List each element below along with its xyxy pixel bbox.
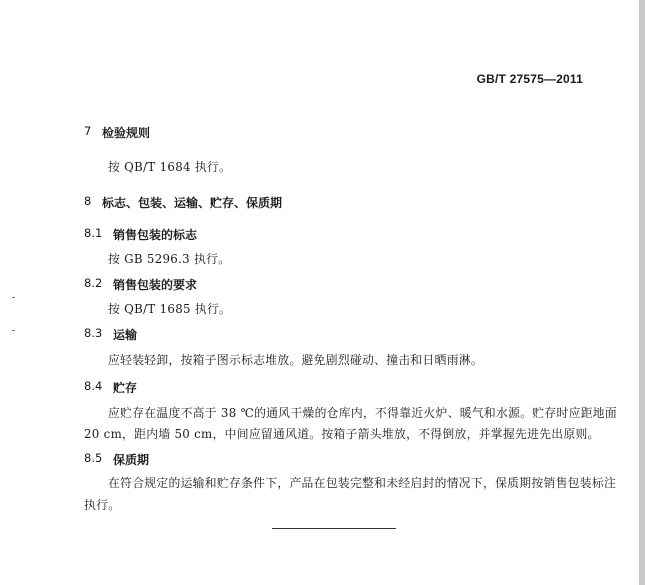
section-title: 销售包装的标志 — [113, 228, 198, 242]
section-body: 按 QB/T 1684 执行。 — [108, 160, 232, 174]
section-title: 保质期 — [113, 453, 150, 467]
section-body-line: 应贮存在温度不高于 38 ℃的通风干燥的仓库内，不得靠近火炉、暖气和水源。贮存时应距地面 — [108, 406, 617, 420]
section-body: 按 QB/T 1685 执行。 — [108, 302, 232, 316]
section-number: 7 — [84, 124, 92, 138]
section-body-line: 在符合规定的运输和贮存条件下，产品在包装完整和未经启封的情况下，保质期按销售包装标注 — [108, 476, 617, 490]
section-title: 销售包装的要求 — [113, 278, 198, 292]
section-number: 8 — [84, 194, 92, 208]
section-body-line: 20 cm，距内墙 50 cm，中间应留通风道。按箱子箭头堆放，不得倒放，并掌握先进先出原则。 — [84, 427, 600, 441]
page-edge — [639, 0, 645, 585]
section-number: 8.5 — [84, 451, 103, 465]
section-title: 贮存 — [113, 381, 138, 395]
section-body: 应轻装轻卸，按箱子图示标志堆放。避免剧烈碰动、撞击和日晒雨淋。 — [108, 353, 484, 367]
margin-mark — [12, 330, 15, 331]
section-number: 8.3 — [84, 326, 103, 340]
margin-mark — [12, 297, 15, 298]
section-title: 运输 — [113, 328, 138, 342]
end-rule — [272, 528, 396, 529]
standard-code: GB/T 27575—2011 — [476, 72, 583, 86]
section-number: 8.1 — [84, 226, 103, 240]
section-number: 8.4 — [84, 379, 103, 393]
section-body-line: 执行。 — [84, 498, 121, 512]
section-title: 检验规则 — [102, 126, 151, 140]
section-title: 标志、包装、运输、贮存、保质期 — [102, 196, 283, 210]
section-number: 8.2 — [84, 276, 103, 290]
section-body: 按 GB 5296.3 执行。 — [108, 252, 231, 266]
